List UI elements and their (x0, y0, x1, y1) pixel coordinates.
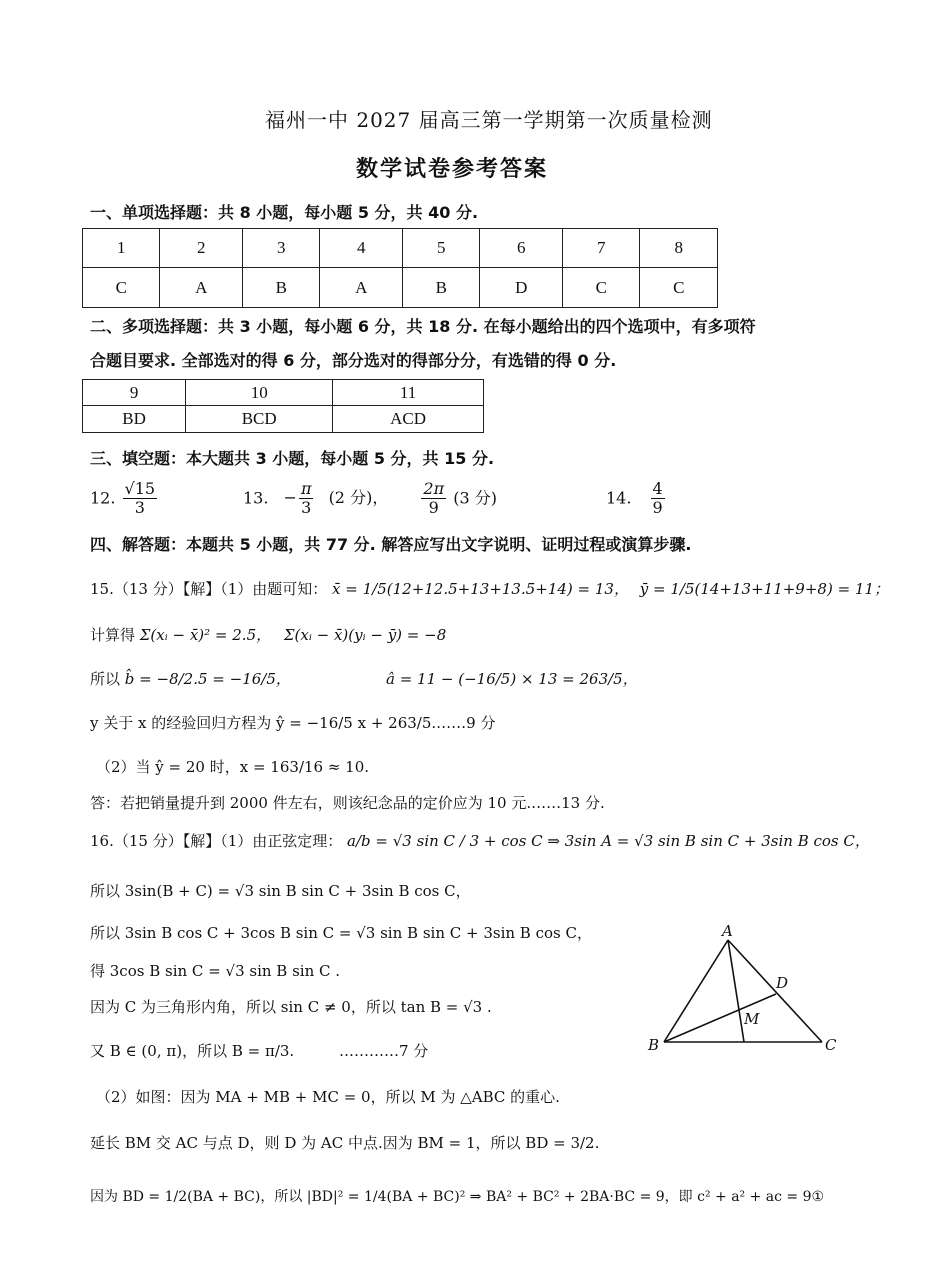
table-cell: A (320, 268, 403, 308)
q13-b-numerator: 2π (423, 479, 445, 498)
q13-fraction-a (299, 480, 314, 518)
label-c: C (825, 1036, 837, 1054)
table-row (83, 229, 718, 268)
table-cell: 4 (320, 229, 403, 268)
q15-ybar: ȳ = 1/5(14+13+11+9+8) = 11； (639, 580, 890, 598)
table-cell: BCD (186, 406, 333, 433)
label-a: A (722, 922, 733, 940)
q13-a-numerator: π (300, 479, 312, 498)
q13-a-points: (2 分)， (328, 488, 389, 508)
table-cell: B (403, 268, 480, 308)
section2-heading-line1: 二、多项选择题：共 3 小题，每小题 6 分，共 18 分. 在每小题给出的四个选项中，有多项符 (90, 317, 756, 336)
q12-answer (90, 480, 159, 518)
table-cell: C (563, 268, 640, 308)
q12-denominator: 3 (134, 498, 145, 518)
section4-heading: 四、解答题：本题共 5 小题，共 77 分. 解答应写出文字说明、证明过程或演算步骤. (90, 535, 692, 554)
q15-xbar: x̄ = 1/5(12+12.5+13+13.5+14) = 13， (332, 580, 629, 598)
q15-line3 (90, 668, 291, 689)
table-cell: 7 (563, 229, 640, 268)
table-cell: 3 (243, 229, 320, 268)
q15-a-hat: â = 11 − (−16/5) × 13 = 263/5， (386, 670, 638, 688)
section2-answer-table (82, 379, 484, 433)
table-cell: 6 (480, 229, 563, 268)
q12-numerator: √15 (124, 479, 156, 498)
q16-line1 (90, 830, 870, 851)
q12-fraction (123, 480, 158, 518)
table-cell: 9 (83, 380, 186, 406)
table-cell: C (640, 268, 718, 308)
section1-answer-table (82, 228, 718, 308)
q14-answer (606, 480, 667, 518)
q13-b-denominator: 9 (428, 498, 439, 518)
q16-line7: （2）如图：因为 MA + MB + MC = 0，所以 M 为 △ABC 的重心. (96, 1088, 560, 1106)
q13-b-points: (3 分) (453, 488, 497, 508)
table-cell: B (243, 268, 320, 308)
table-cell: ACD (333, 406, 484, 433)
q15-line6: 答：若把销量提升到 2000 件左右，则该纪念品的定价应为 10 元.……13 分. (90, 794, 605, 812)
table-row (83, 268, 718, 308)
q13-answer (243, 480, 497, 518)
table-row (83, 406, 484, 433)
q15-line1 (90, 578, 889, 599)
label-m: M (744, 1010, 760, 1028)
page-title: 福州一中 2027 届高三第一学期第一次质量检测 (265, 108, 713, 132)
side-ab (664, 940, 728, 1042)
table-cell: 11 (333, 380, 484, 406)
q16-points-7: …………7 分 (338, 1042, 429, 1060)
q13-sign: − (283, 488, 297, 508)
q16-sine-law: a/b = √3 sin C / 3 + cos C ⇒ 3sin A = √3 sin B sin C + 3sin B cos C， (347, 832, 870, 850)
q16-line9: 因为 BD = 1/2(BA + BC)，所以 |BD|² = 1/4(BA + BC)² ⇒ BA² + BC² + 2BA·BC = 9，即 c² + a² + ac = 9① (90, 1189, 825, 1205)
page-subtitle: 数学试卷参考答案 (356, 156, 549, 182)
q16-line2: 所以 3sin(B + C) = √3 sin B sin C + 3sin B cos C， (90, 882, 471, 900)
q15-sum-prod: Σ(xᵢ − x̄)(yᵢ − ȳ) = −8 (283, 626, 447, 644)
q14-numerator: 4 (652, 479, 663, 498)
table-cell: 10 (186, 380, 333, 406)
table-cell: 5 (403, 229, 480, 268)
table-cell: 1 (83, 229, 160, 268)
q16-line5: 因为 C 为三角形内角，所以 sin C ≠ 0，所以 tan B = √3 . (90, 998, 492, 1016)
q16-line4: 得 3cos B sin C = √3 sin B sin C . (90, 962, 341, 980)
table-row (83, 380, 484, 406)
q15-therefore: 所以 (90, 670, 121, 688)
q15-line4: y 关于 x 的经验回归方程为 ŷ = −16/5 x + 263/5.……9 分 (90, 714, 496, 732)
q13-fraction-b (421, 480, 446, 518)
table-cell: 2 (160, 229, 243, 268)
section1-heading: 一、单项选择题：共 8 小题，每小题 5 分，共 40 分. (90, 203, 479, 222)
q15-line2 (90, 624, 446, 645)
q15-line5: （2）当 ŷ = 20 时，x = 163/16 ≈ 10. (96, 758, 370, 776)
section2-heading-line2: 合题目要求. 全部选对的得 6 分，部分选对的得部分分，有选错的得 0 分. (90, 351, 617, 370)
triangle-figure (640, 922, 850, 1062)
table-cell: 8 (640, 229, 718, 268)
q13-label: 13. (243, 488, 269, 508)
section3-heading: 三、填空题：本大题共 3 小题，每小题 5 分，共 15 分. (90, 449, 495, 468)
q14-denominator: 9 (652, 498, 663, 518)
q14-label: 14. (606, 488, 632, 508)
q15-intro: 15.（13 分）【解】（1）由题可知： (90, 580, 328, 598)
q16-b-range: 又 B ∈ (0, π)，所以 B = π/3. (90, 1042, 295, 1060)
q16-line3: 所以 3sin B cos C + 3cos B sin C = √3 sin B sin C + 3sin B cos C， (90, 924, 592, 942)
q15-sum-sq: Σ(xᵢ − x̄)² = 2.5， (139, 626, 272, 644)
table-cell: BD (83, 406, 186, 433)
q12-label: 12. (90, 488, 116, 508)
q15-b-hat: b̂ = −8/2.5 = −16/5， (124, 670, 291, 688)
q15-calc-label: 计算得 (90, 626, 136, 644)
table-cell: C (83, 268, 160, 308)
label-d: D (776, 974, 789, 992)
table-cell: A (160, 268, 243, 308)
label-b: B (648, 1036, 660, 1054)
q16-line6 (90, 1040, 428, 1061)
q14-fraction (651, 480, 665, 518)
table-cell: D (480, 268, 563, 308)
q13-a-denominator: 3 (301, 498, 312, 518)
q16-intro: 16.（15 分）【解】（1）由正弦定理： (90, 832, 343, 850)
q16-line8: 延长 BM 交 AC 与点 D，则 D 为 AC 中点.因为 BM = 1，所以 BD = 3/2. (90, 1134, 600, 1152)
